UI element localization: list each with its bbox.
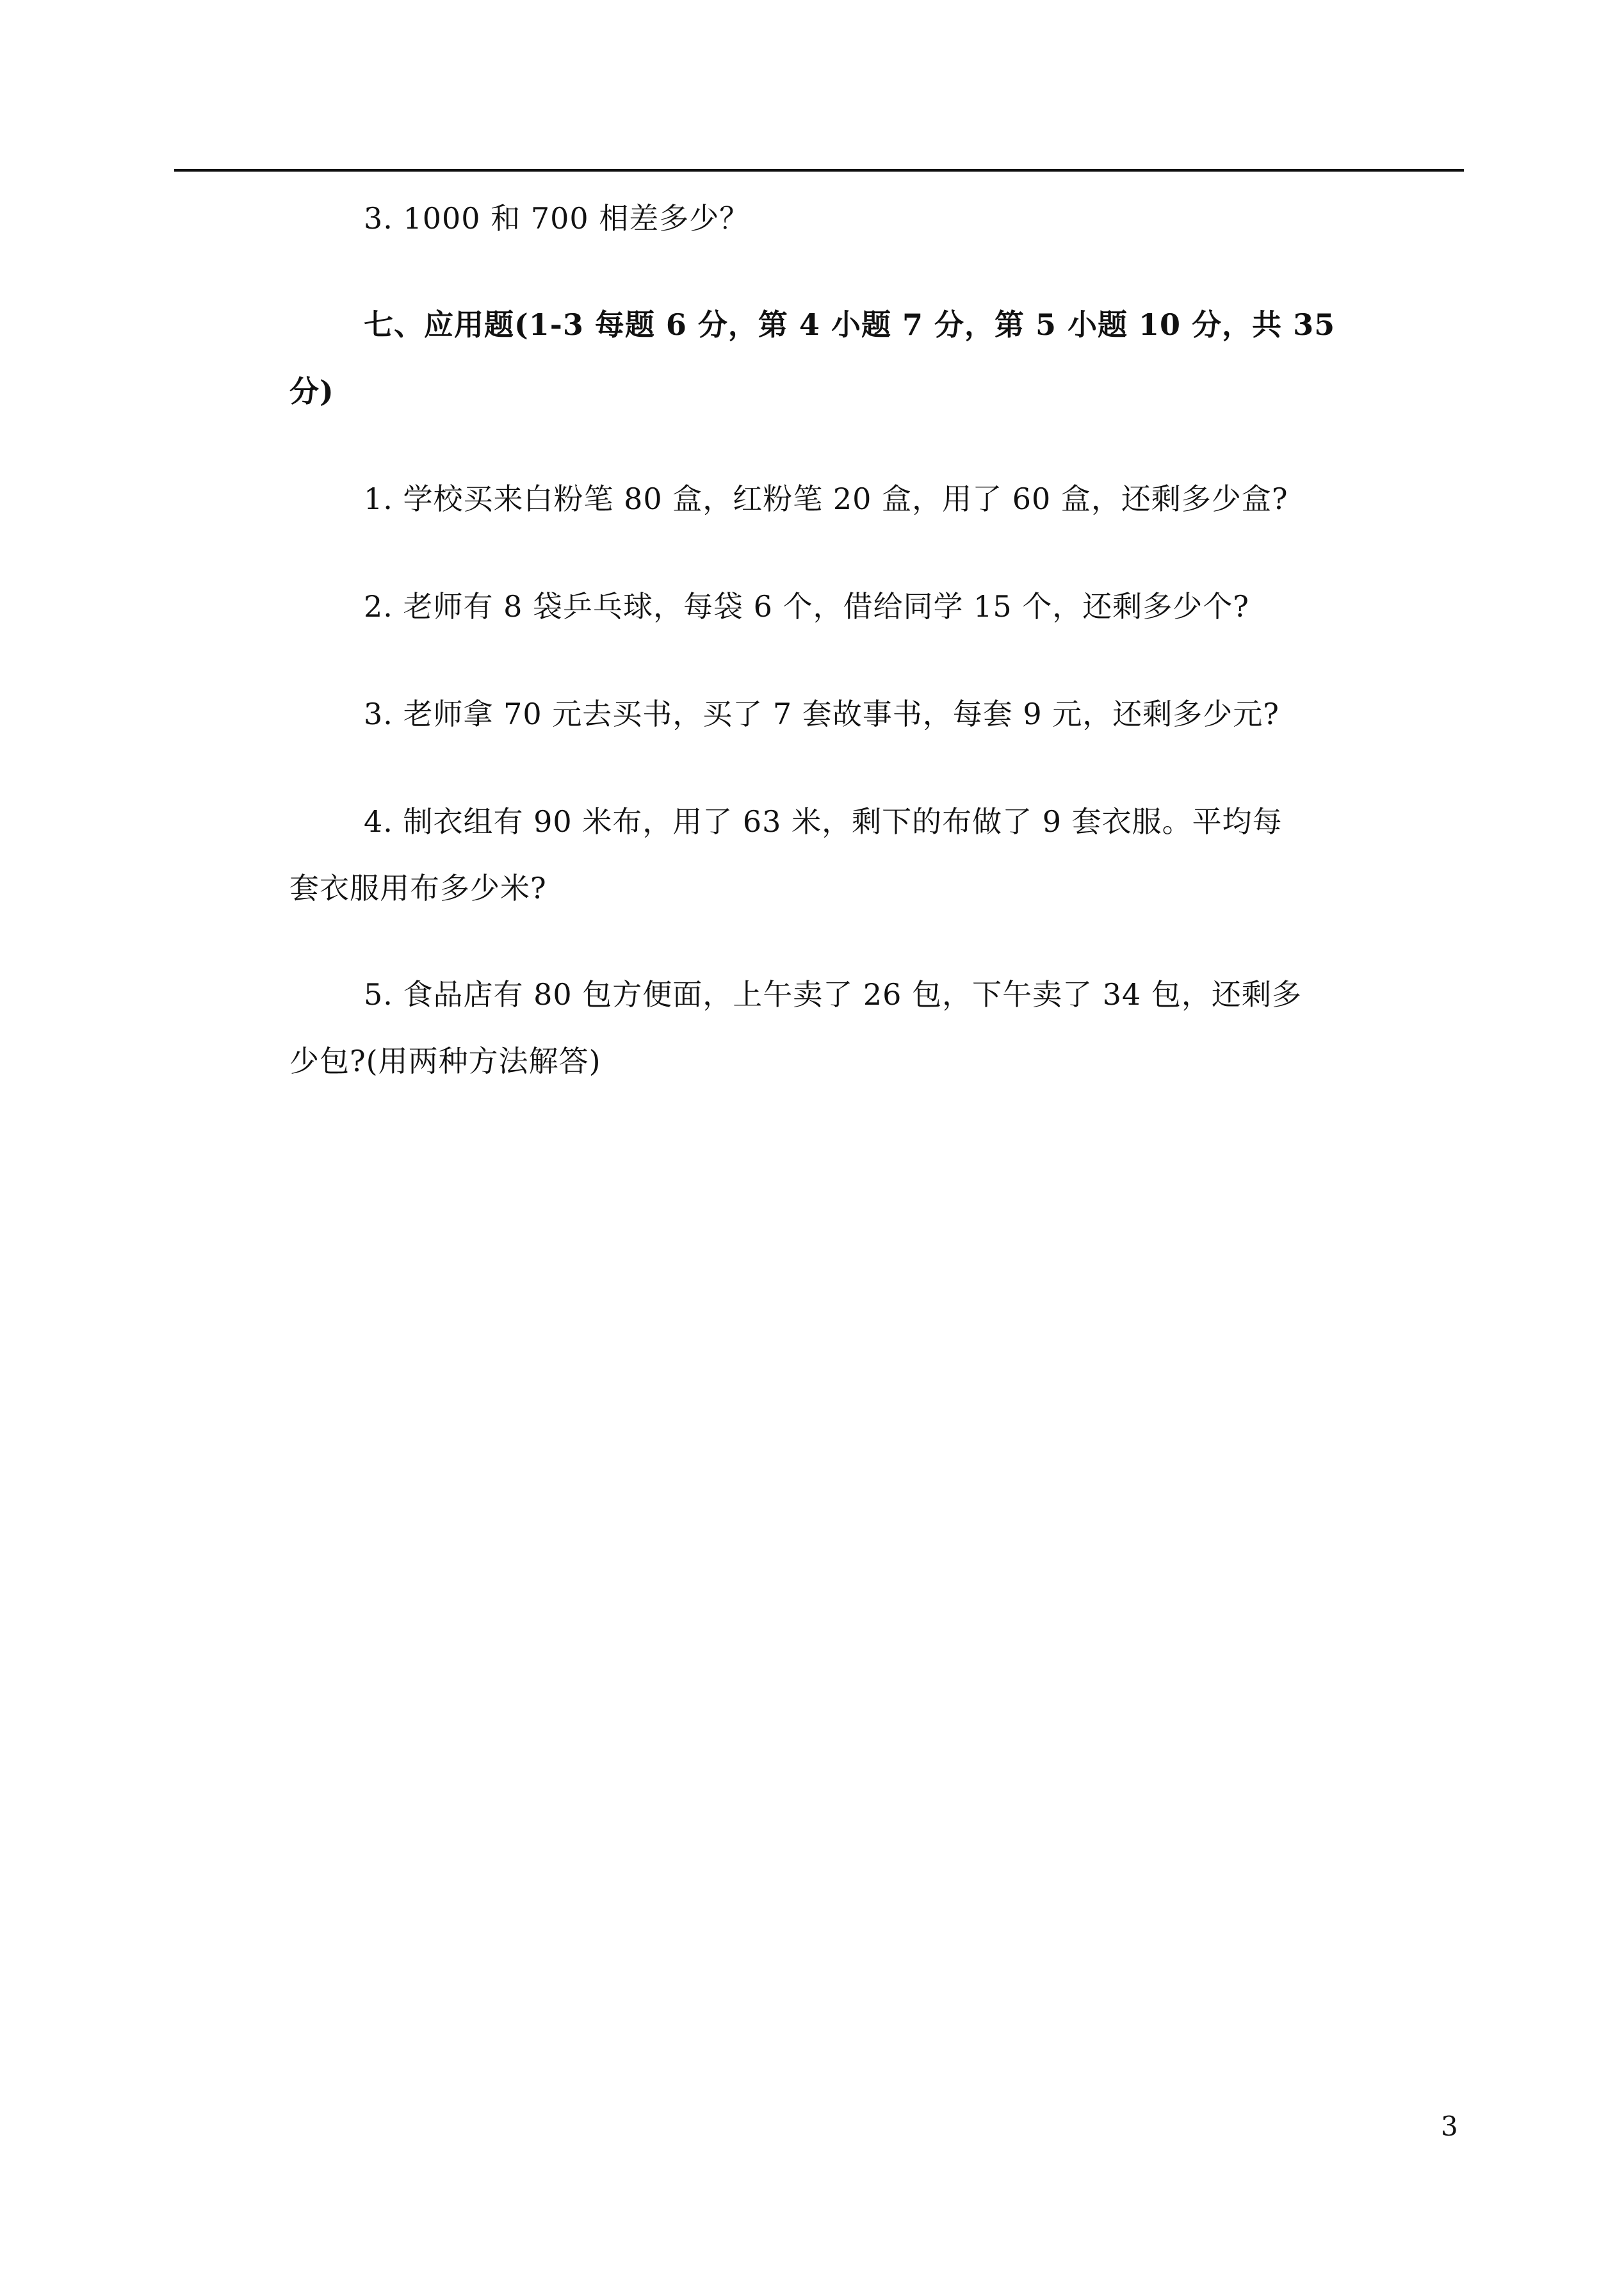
word-problem-5-continued: 少包?(用两种方法解答): [289, 1044, 601, 1078]
word-problem-1: 1. 学校买来白粉笔 80 盒，红粉笔 20 盒，用了 60 盒，还剩多少盒?: [364, 482, 1288, 516]
section-7-heading-continued: 分): [289, 374, 334, 409]
question-3-comparison: 3. 1000 和 700 相差多少？: [364, 201, 750, 236]
page-number: 3: [1441, 2111, 1458, 2142]
word-problem-3: 3. 老师拿 70 元去买书，买了 7 套故事书，每套 9 元，还剩多少元?: [364, 697, 1279, 731]
section-7-heading: 七、应用题(1-3 每题 6 分，第 4 小题 7 分，第 5 小题 10 分，共 35: [364, 307, 1336, 342]
word-problem-5: 5. 食品店有 80 包方便面，上午卖了 26 包，下午卖了 34 包，还剩多: [364, 977, 1302, 1012]
word-problem-4: 4. 制衣组有 90 米布，用了 63 米，剩下的布做了 9 套衣服。平均每: [364, 804, 1283, 839]
word-problem-2: 2. 老师有 8 袋乒乓球，每袋 6 个，借给同学 15 个，还剩多少个?: [364, 589, 1249, 624]
header-rule: [174, 169, 1464, 172]
word-problem-4-continued: 套衣服用布多少米?: [289, 871, 547, 905]
